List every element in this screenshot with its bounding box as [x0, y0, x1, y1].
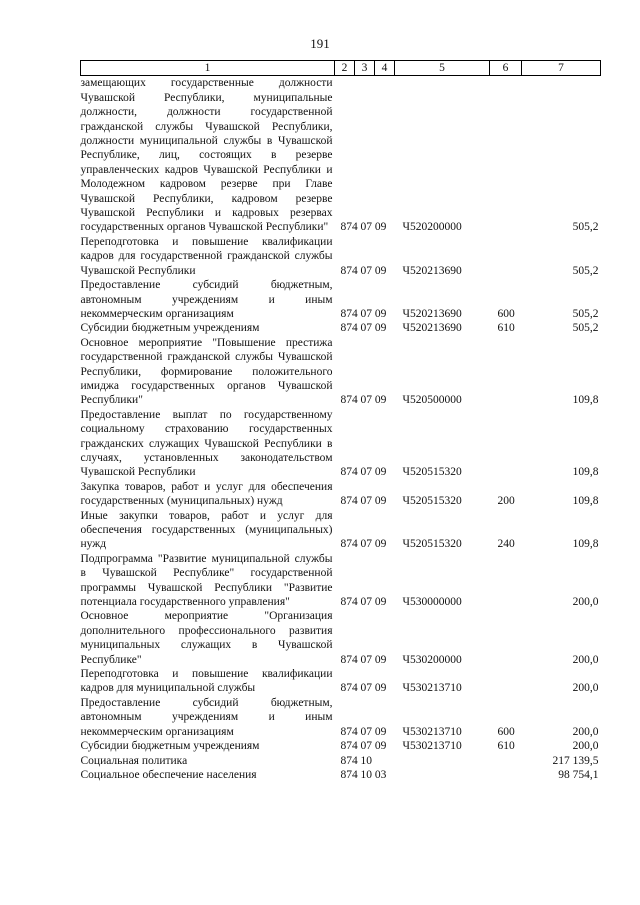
- column-header: 5: [395, 61, 490, 76]
- target-article-code: Ч520213690: [402, 307, 462, 320]
- target-article-code: Ч530213710: [402, 725, 462, 738]
- section-code: 07 09: [360, 466, 387, 479]
- column-number-row: [81, 61, 601, 76]
- amount: 200,0: [572, 596, 599, 609]
- amount: 109,8: [572, 394, 599, 407]
- expense-type-code: 610: [497, 322, 515, 335]
- item-name: Субсидии бюджетным учреждениям: [80, 322, 260, 335]
- expense-type-code: [490, 552, 522, 610]
- item-name: Переподготовка и повышение квалификации кадров для государственной гражданской службы Чувашской Республики: [80, 235, 333, 277]
- item-name: Социальное обеспечение населения: [80, 768, 257, 781]
- table-row: [81, 321, 601, 335]
- expense-type-code: [490, 768, 522, 782]
- expense-type-code: [490, 667, 522, 696]
- table-row: [81, 480, 601, 509]
- target-article-code: Ч520500000: [402, 394, 462, 407]
- section-code: 07 09: [360, 221, 387, 234]
- table-row: [81, 76, 601, 235]
- budget-table: [80, 60, 601, 782]
- amount: 109,8: [572, 538, 599, 551]
- ministry-code: 874: [340, 495, 358, 508]
- target-article-code: Ч520515320: [402, 538, 462, 551]
- expense-type-code: 610: [497, 740, 515, 753]
- ministry-code: 874: [340, 596, 358, 609]
- table-row: [81, 408, 601, 480]
- section-code: 07 09: [360, 538, 387, 551]
- column-header: 7: [522, 61, 601, 76]
- table-row: [81, 754, 601, 768]
- amount: 200,0: [572, 682, 599, 695]
- section-code: 07 09: [360, 264, 387, 277]
- table-row: [81, 235, 601, 278]
- item-name: Предоставление субсидий бюджетным, автономным учреждениям и иным некоммерческим организациям: [80, 696, 333, 738]
- expense-type-code: [490, 235, 522, 278]
- section-code: 07 09: [360, 394, 387, 407]
- section-code: 07 09: [360, 495, 387, 508]
- item-name: замещающих государственные должности Чувашской Республики, муниципальные должности, должности государственной гражданской службы Чувашской Республики, должности муниципальной службы в Чувашской Республике, лиц, состоящих в резерве управленческих кадров Чувашской Республики и Молодежном кадровом резерве при Главе Чувашской Республики, кадровом резерве Чувашской Республики и кадровых резервах государственных органов Чувашской Республики": [80, 77, 333, 234]
- page-number: 191: [310, 36, 330, 51]
- ministry-code: 874: [340, 754, 358, 767]
- column-header: 4: [375, 61, 395, 76]
- table-row: [81, 667, 601, 696]
- amount: 109,8: [572, 495, 599, 508]
- item-name: Закупка товаров, работ и услуг для обеспечения государственных (муниципальных) нужд: [80, 480, 333, 508]
- section-code: 07 09: [360, 307, 387, 320]
- ministry-code: 874: [340, 221, 358, 234]
- target-article-code: Ч520515320: [402, 495, 462, 508]
- section-code: 07 09: [360, 653, 387, 666]
- expense-type-code: [490, 408, 522, 480]
- target-article-code: [395, 768, 490, 782]
- expense-type-code: [490, 609, 522, 667]
- ministry-code: 874: [340, 740, 358, 753]
- table-row: [81, 552, 601, 610]
- ministry-code: 874: [340, 307, 358, 320]
- amount: 200,0: [572, 653, 599, 666]
- item-name: Иные закупки товаров, работ и услуг для обеспечения государственных (муниципальных) нужд: [80, 509, 333, 551]
- ministry-code: 874: [340, 264, 358, 277]
- amount: 217 139,5: [552, 754, 599, 767]
- section-code: 07 09: [360, 322, 387, 335]
- ministry-code: 874: [340, 725, 358, 738]
- table-row: [81, 336, 601, 408]
- item-name: Предоставление выплат по государственному социальному страхованию государственных гражданских служащих Чувашской Республики в случаях, установленных законодательством Чувашской Республики: [80, 408, 333, 479]
- target-article-code: Ч520515320: [402, 466, 462, 479]
- ministry-code: 874: [340, 538, 358, 551]
- column-header: 2: [335, 61, 355, 76]
- expense-type-code: [490, 336, 522, 408]
- ministry-code: 874: [340, 394, 358, 407]
- item-name: Субсидии бюджетным учреждениям: [80, 740, 260, 753]
- table-row: [81, 278, 601, 321]
- column-header: 3: [355, 61, 375, 76]
- item-name: Предоставление субсидий бюджетным, автономным учреждениям и иным некоммерческим организациям: [80, 279, 333, 320]
- section-code: 10 03: [360, 768, 387, 781]
- target-article-code: Ч520213690: [402, 264, 462, 277]
- expense-type-code: 240: [497, 538, 515, 551]
- expense-type-code: 600: [497, 307, 515, 320]
- ministry-code: 874: [340, 322, 358, 335]
- item-name: Социальная политика: [80, 754, 188, 767]
- ministry-code: 874: [340, 682, 358, 695]
- target-article-code: Ч530213710: [402, 740, 462, 753]
- table-row: [81, 739, 601, 753]
- item-name: Подпрограмма "Развитие муниципальной службы в Чувашской Республике" государственной программы Чувашской Республики "Развитие потенциала государственного управления": [80, 552, 333, 609]
- table-row: [81, 768, 601, 782]
- expense-type-code: [490, 76, 522, 235]
- amount: 200,0: [572, 740, 599, 753]
- target-article-code: Ч530200000: [402, 653, 462, 666]
- section-code: 10: [360, 754, 372, 767]
- amount: 505,2: [572, 221, 599, 234]
- section-code: 07 09: [360, 596, 387, 609]
- table-row: [81, 509, 601, 552]
- target-article-code: Ч520213690: [402, 322, 462, 335]
- amount: 505,2: [572, 264, 599, 277]
- amount: 109,8: [572, 466, 599, 479]
- column-header: 6: [490, 61, 522, 76]
- expense-type-code: [490, 754, 522, 768]
- amount: 200,0: [572, 725, 599, 738]
- amount: 505,2: [572, 322, 599, 335]
- expense-type-code: 600: [497, 725, 515, 738]
- table-row: [81, 696, 601, 739]
- amount: 98 754,1: [558, 768, 599, 781]
- target-article-code: Ч520200000: [402, 221, 462, 234]
- target-article-code: Ч530000000: [402, 596, 462, 609]
- amount: 505,2: [572, 307, 599, 320]
- ministry-code: 874: [340, 466, 358, 479]
- expense-type-code: 200: [497, 495, 515, 508]
- section-code: 07 09: [360, 740, 387, 753]
- ministry-code: 874: [340, 653, 358, 666]
- section-code: 07 09: [360, 725, 387, 738]
- column-header: 1: [81, 61, 335, 76]
- item-name: Основное мероприятие "Организация дополнительного профессионального развития муниципальных служащих в Чувашской Республике": [80, 610, 333, 666]
- table-row: [81, 609, 601, 667]
- target-article-code: [395, 754, 490, 768]
- target-article-code: Ч530213710: [402, 682, 462, 695]
- item-name: Переподготовка и повышение квалификации кадров для муниципальной службы: [80, 668, 333, 695]
- section-code: 07 09: [360, 682, 387, 695]
- item-name: Основное мероприятие "Повышение престижа государственной гражданской службы Чувашской Республики, формирование положительного имиджа государственных органов Чувашской Республики": [80, 336, 333, 407]
- ministry-code: 874: [340, 768, 358, 781]
